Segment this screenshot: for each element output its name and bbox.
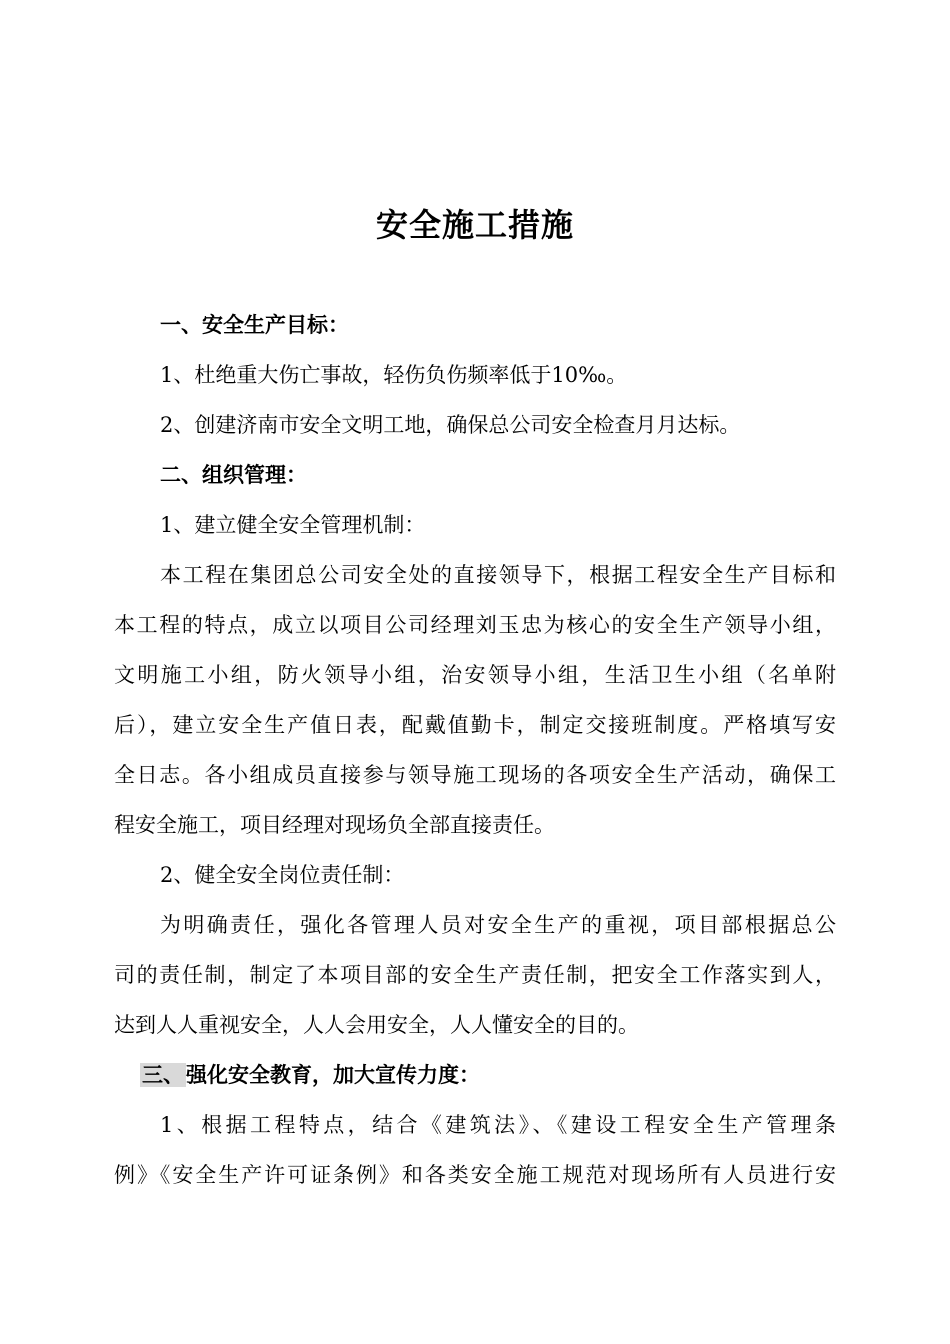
paragraph-line: 本工程的特点，成立以项目公司经理刘玉忠为核心的安全生产领导小组， bbox=[114, 613, 836, 637]
goal-item-1: 1、杜绝重大伤亡事故，轻伤负伤频率低于10‰。 bbox=[160, 363, 628, 387]
document-title: 安全施工措施 bbox=[375, 206, 574, 244]
section-heading-organization: 二、组织管理： bbox=[160, 463, 307, 487]
paragraph-line: 达到人人重视安全，人人会用安全，人人懂安全的目的。 bbox=[114, 1013, 639, 1037]
paragraph-line: 全日志。各小组成员直接参与领导施工现场的各项安全生产活动，确保工 bbox=[114, 763, 836, 787]
paragraph-line: 1、根据工程特点，结合《建筑法》、《建设工程安全生产管理条 bbox=[160, 1113, 836, 1137]
section-heading-education bbox=[140, 1050, 862, 1100]
paragraph-line: 司的责任制，制定了本项目部的安全生产责任制，把安全工作落实到人， bbox=[114, 963, 836, 987]
section-number-highlight: 三、 bbox=[142, 1063, 184, 1087]
subheading-safety-mechanism: 1、建立健全安全管理机制： bbox=[160, 513, 426, 537]
paragraph-line: 本工程在集团总公司安全处的直接领导下，根据工程安全生产目标和 bbox=[160, 563, 836, 587]
goal-item-2: 2、创建济南市安全文明工地，确保总公司安全检查月月达标。 bbox=[160, 413, 741, 437]
subheading-responsibility-system: 2、健全安全岗位责任制： bbox=[160, 863, 405, 887]
paragraph-line: 例》《安全生产许可证条例》和各类安全施工规范对现场所有人员进行安 bbox=[114, 1163, 836, 1187]
section-heading-goals: 一、安全生产目标： bbox=[160, 313, 349, 337]
paragraph-line: 后），建立安全生产值日表，配戴值勤卡，制定交接班制度。严格填写安 bbox=[114, 713, 836, 737]
paragraph-line: 文明施工小组，防火领导小组，治安领导小组，生活卫生小组（名单附 bbox=[114, 663, 836, 687]
paragraph-line: 程安全施工，项目经理对现场负全部直接责任。 bbox=[114, 813, 555, 837]
section-heading-text: 强化安全教育，加大宣传力度： bbox=[186, 1063, 480, 1087]
paragraph-line: 为明确责任，强化各管理人员对安全生产的重视，项目部根据总公 bbox=[160, 913, 836, 937]
